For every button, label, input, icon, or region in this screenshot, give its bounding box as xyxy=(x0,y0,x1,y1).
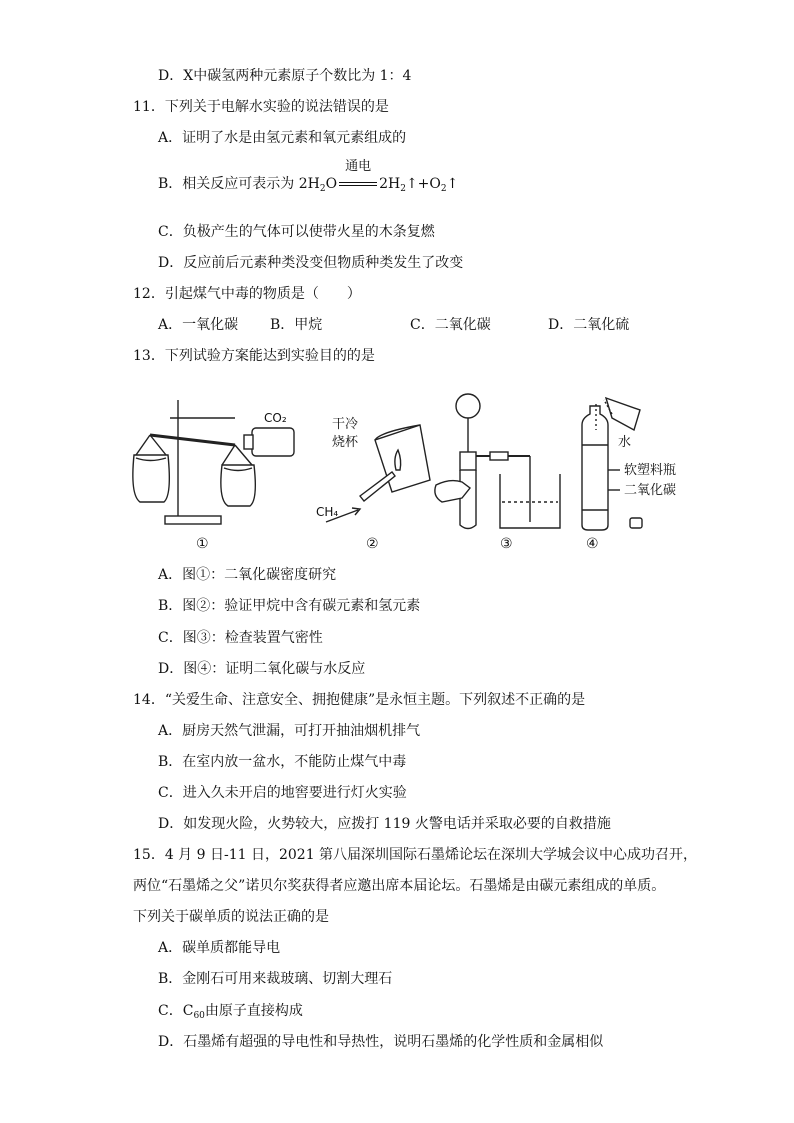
cup-label-1: 干冷 xyxy=(332,417,359,432)
q15-option-b: B．金刚石可用来裁玻璃、切割大理石 xyxy=(158,971,393,987)
figure-3-airtight xyxy=(435,394,560,529)
q11-option-a: A．证明了水是由氢元素和氧元素组成的 xyxy=(158,130,407,146)
q13-stem: 13．下列试验方案能达到实验目的的是 xyxy=(133,348,375,364)
q15-stem-line3: 下列关于碳单质的说法正确的是 xyxy=(133,909,329,925)
reaction-condition: 通电 xyxy=(345,159,372,174)
q14-option-c: C．进入久未开启的地窖要进行灯火实验 xyxy=(158,785,407,801)
figure-num-2: ② xyxy=(366,536,379,552)
q12-option-c: C．二氧化碳 xyxy=(410,317,491,333)
q15-c-sub: 60 xyxy=(193,1011,205,1021)
q13-option-d: D．图④：证明二氧化碳与水反应 xyxy=(158,661,366,677)
q11-option-d: D．反应前后元素种类没变但物质种类发生了改变 xyxy=(158,255,464,271)
q11-b-h2-sub: 2 xyxy=(400,184,406,194)
q15-option-a: A．碳单质都能导电 xyxy=(158,940,281,956)
q12-option-a: A．一氧化碳 xyxy=(158,317,239,333)
figure-num-1: ① xyxy=(196,536,209,552)
cup-label-2: 烧杯 xyxy=(332,435,359,450)
q11-b-prefix: B．相关反应可表示为 2H xyxy=(158,176,320,192)
co2-label: CO₂ xyxy=(264,411,287,425)
q11-b-mid: ↑+O xyxy=(405,176,441,192)
q10-option-d: D．X中碳氢两种元素原子个数比为 1：4 xyxy=(158,68,412,84)
water-label: 水 xyxy=(618,435,632,450)
bottle-label: 软塑料瓶 xyxy=(624,463,677,478)
figure-4-bottle xyxy=(582,398,676,530)
q11-b-h2: 2H xyxy=(379,176,401,192)
q13-option-c: C．图③：检查装置气密性 xyxy=(158,630,323,646)
q11-option-b xyxy=(158,159,459,199)
q14-option-a: A．厨房天然气泄漏，可打开抽油烟机排气 xyxy=(158,723,421,739)
q15-stem-line2: 两位“石墨烯之父”诺贝尔奖获得者应邀出席本届论坛。石墨烯是由碳元素组成的单质。 xyxy=(133,878,666,894)
gas-label: 二氧化碳 xyxy=(624,483,677,498)
figure-num-4: ④ xyxy=(586,536,599,552)
q11-b-h2o-sub: 2 xyxy=(319,184,326,194)
q15-c-suffix: 由原子直接构成 xyxy=(204,1003,303,1019)
q11-stem: 11．下列关于电解水实验的说法错误的是 xyxy=(133,99,389,115)
reaction-arrow xyxy=(337,159,379,194)
figure-num-3: ③ xyxy=(500,536,513,552)
q13-option-b: B．图②：验证甲烷中含有碳元素和氢元素 xyxy=(158,598,421,614)
q15-stem-line1: 15．4 月 9 日-11 日，2021 第八届深圳国际石墨烯论坛在深圳大学城会议中心成功召开， xyxy=(133,847,698,863)
q12-stem: 12．引起煤气中毒的物质是（ ） xyxy=(133,286,361,302)
q12-option-d: D．二氧化硫 xyxy=(548,317,630,333)
q15-option-c xyxy=(158,1001,303,1026)
q15-option-d: D．石墨烯有超强的导电性和导热性，说明石墨烯的化学性质和金属相似 xyxy=(158,1034,604,1050)
q11-b-o2-sub: 2 xyxy=(440,184,447,194)
ch4-label: CH₄ xyxy=(316,505,339,519)
q14-option-d: D．如发现火险，火势较大，应拨打 119 火警电话并采取必要的自救措施 xyxy=(158,816,611,832)
experiment-figure xyxy=(0,370,794,560)
q15-c-prefix: C．C xyxy=(158,1003,194,1019)
q11-b-o: O xyxy=(325,176,338,192)
q12-option-b: B．甲烷 xyxy=(270,317,323,333)
q11-b-end: ↑ xyxy=(446,176,459,192)
q13-option-a: A．图①：二氧化碳密度研究 xyxy=(158,567,337,583)
figure-2-beaker xyxy=(316,416,430,522)
q11-option-c: C．负极产生的气体可以使带火星的木条复燃 xyxy=(158,224,435,240)
figure-1-balance xyxy=(133,400,294,524)
q14-stem: 14．“关爱生命、注意安全、拥抱健康”是永恒主题。下列叙述不正确的是 xyxy=(133,692,586,708)
q14-option-b: B．在室内放一盆水，不能防止煤气中毒 xyxy=(158,754,407,770)
